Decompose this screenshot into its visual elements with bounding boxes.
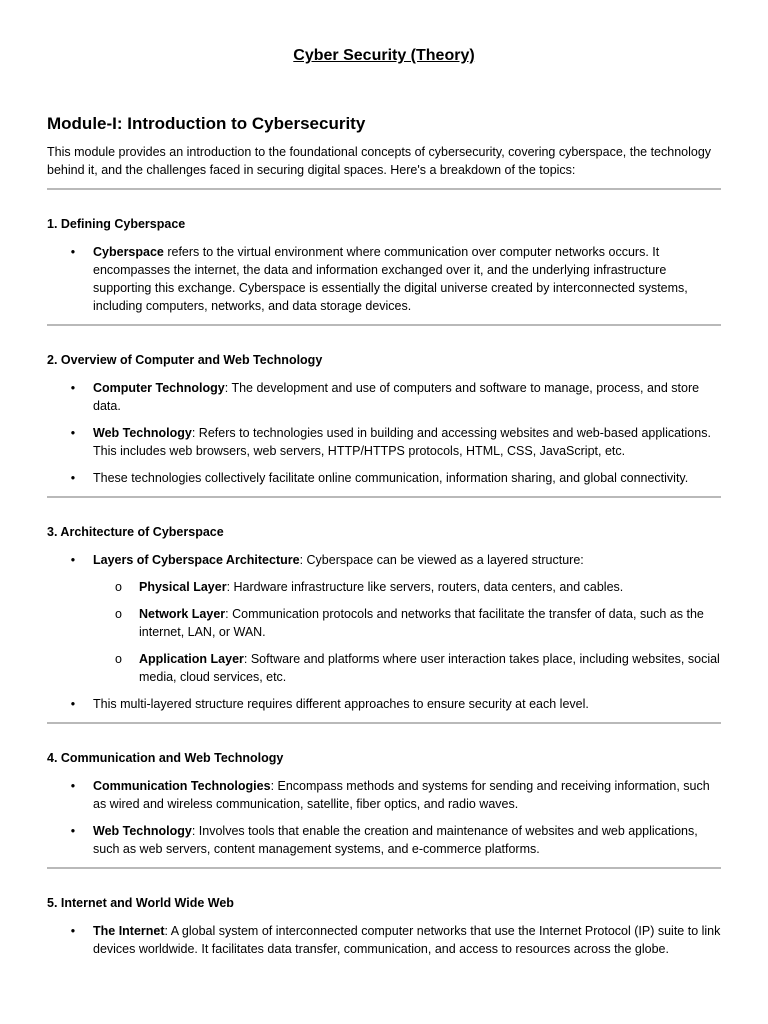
list-item <box>47 469 721 487</box>
list-item <box>47 379 721 415</box>
term-label: Communication Technologies <box>93 779 271 793</box>
document-title: Cyber Security (Theory) <box>293 47 475 64</box>
term-label: Computer Technology <box>93 381 225 395</box>
bullet-icon: • <box>70 553 76 567</box>
bullet-icon: • <box>70 697 76 711</box>
item-text: refers to the virtual environment where communication over computer networks occurs. It encompasses the internet, the data and information exchanged over it, and the underlying infrastructure supporting this exchange. Cyberspace is essentially the digital universe created by interconnected systems, including computers, networks, and data storage devices. <box>93 245 688 313</box>
bullet-icon: • <box>70 426 76 440</box>
term-label: Cyberspace <box>93 245 164 259</box>
section-heading: 5. Internet and World Wide Web <box>47 896 234 910</box>
bullet-icon: • <box>70 245 76 259</box>
term-label: Layers of Cyberspace Architecture <box>93 553 300 567</box>
list-item <box>47 922 721 958</box>
term-label: Web Technology <box>93 824 192 838</box>
section-divider <box>47 496 721 498</box>
list-item <box>47 695 721 713</box>
item-text: : Involves tools that enable the creation and maintenance of websites and web applications, such as web servers, content management systems, and e-commerce platforms. <box>93 824 698 856</box>
section-divider <box>47 188 721 190</box>
bullet-icon: • <box>70 471 76 485</box>
sub-list-item <box>93 650 721 686</box>
section-heading: 3. Architecture of Cyberspace <box>47 525 224 539</box>
sub-bullet-icon: o <box>115 652 122 666</box>
list-item <box>47 424 721 460</box>
section-divider <box>47 867 721 869</box>
section-divider <box>47 324 721 326</box>
term-label: Physical Layer <box>139 580 227 594</box>
item-text: : Cyberspace can be viewed as a layered structure: <box>299 553 584 567</box>
item-text: : Hardware infrastructure like servers, routers, data centers, and cables. <box>226 580 624 594</box>
module-intro: This module provides an introduction to the foundational concepts of cybersecurity, covering cyberspace, the technology behind it, and the challenges faced in securing digital spaces. Here's a breakdown of the topics: <box>47 145 712 177</box>
sub-list-item <box>93 605 721 641</box>
sub-bullet-icon: o <box>115 607 122 621</box>
bullet-icon: • <box>70 779 76 793</box>
sub-bullet-icon: o <box>115 580 122 594</box>
term-label: Network Layer <box>139 607 226 621</box>
section-communication-web-technology <box>47 750 721 858</box>
list-item <box>47 243 721 315</box>
section-heading: 2. Overview of Computer and Web Technology <box>47 353 323 367</box>
list-item <box>47 777 721 813</box>
item-text: These technologies collectively facilitate online communication, information sharing, and global connectivity. <box>93 471 689 485</box>
list-item <box>47 551 721 686</box>
item-text: : Software and platforms where user interaction takes place, including websites, social media, cloud services, etc. <box>139 652 720 684</box>
bullet-icon: • <box>70 924 76 938</box>
section-defining-cyberspace <box>47 216 721 315</box>
item-text: This multi-layered structure requires different approaches to ensure security at each level. <box>93 697 589 711</box>
section-computer-web-technology <box>47 352 721 487</box>
section-heading: 4. Communication and Web Technology <box>47 751 284 765</box>
section-divider <box>47 722 721 724</box>
sub-list-item <box>93 578 721 596</box>
section-architecture-of-cyberspace <box>47 524 721 713</box>
item-text: : Communication protocols and networks that facilitate the transfer of data, such as the internet, LAN, or WAN. <box>139 607 704 639</box>
section-internet-world-wide-web <box>47 895 721 958</box>
module-title: Module-I: Introduction to Cybersecurity <box>47 114 366 133</box>
item-text: : The development and use of computers and software to manage, process, and store data. <box>93 381 700 413</box>
section-heading: 1. Defining Cyberspace <box>47 217 186 231</box>
item-text: : Refers to technologies used in building and accessing websites and web-based applications. This includes web browsers, web servers, HTTP/HTTPS protocols, HTML, CSS, JavaScript, etc. <box>93 426 711 458</box>
item-text: : A global system of interconnected computer networks that use the Internet Protocol (IP) suite to link devices worldwide. It facilitates data transfer, communication, and access to resources across the globe. <box>93 924 721 956</box>
list-item <box>47 822 721 858</box>
term-label: Web Technology <box>93 426 192 440</box>
term-label: The Internet <box>93 924 165 938</box>
item-text: : Encompass methods and systems for sending and receiving information, such as wired and wireless communication, satellite, fiber optics, and radio waves. <box>93 779 710 811</box>
bullet-icon: • <box>70 824 76 838</box>
bullet-icon: • <box>70 381 76 395</box>
term-label: Application Layer <box>139 652 244 666</box>
